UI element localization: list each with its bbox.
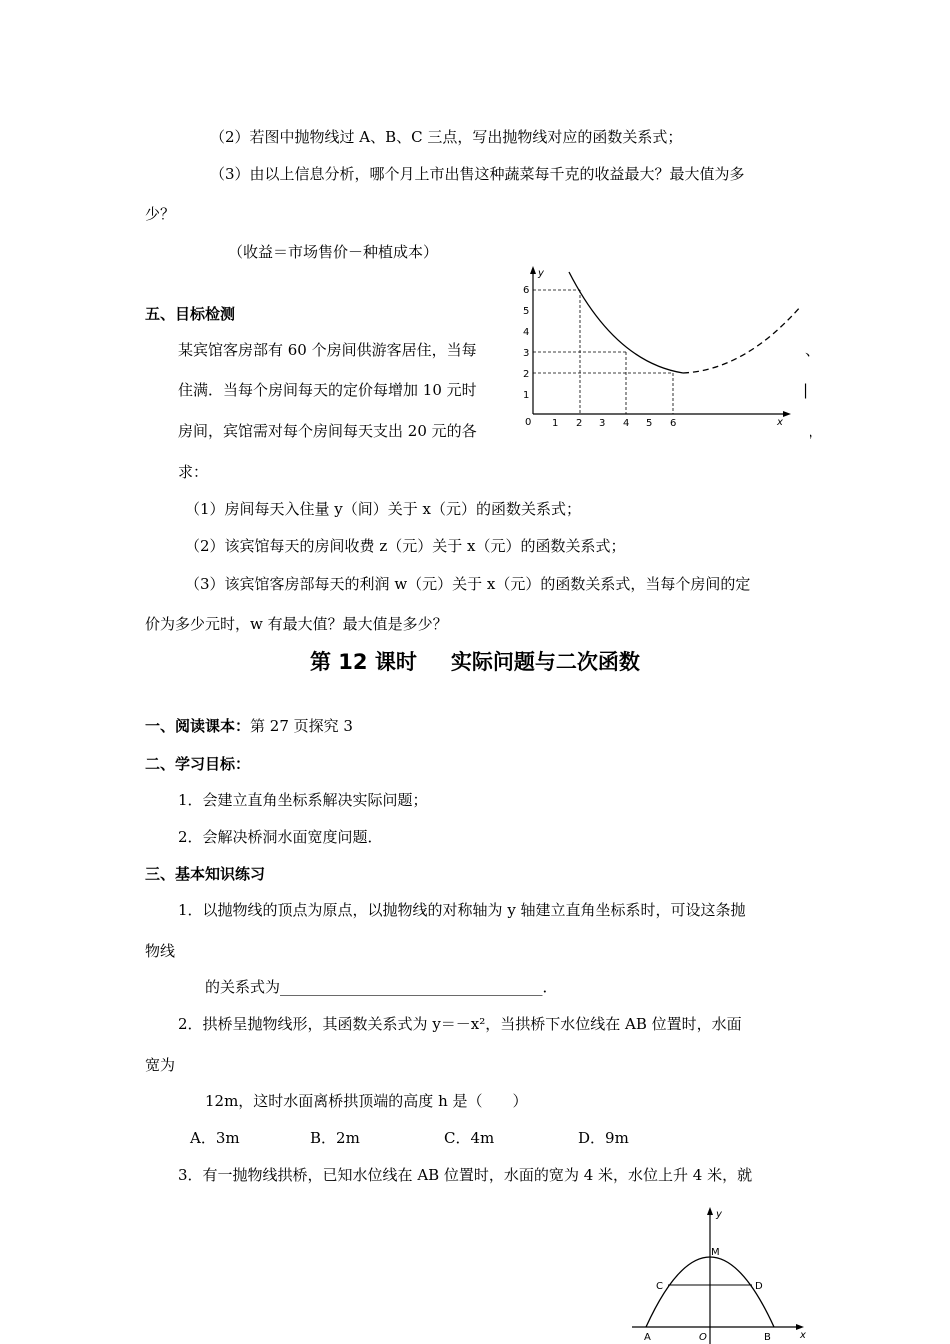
dashed-curve bbox=[683, 306, 801, 373]
exercise-1-line3: 的关系式为___________________________________． bbox=[205, 978, 558, 996]
exercise-1-line2: 物线 bbox=[145, 942, 176, 960]
problem-line2: 住满．当每个房间每天的定价每增加 10 元时 bbox=[178, 381, 477, 399]
question-3-line1: （3）由以上信息分析，哪个月上市出售这种蔬菜每千克的收益最大？最大值为多 bbox=[210, 165, 745, 183]
x-tick-2: 2 bbox=[576, 418, 583, 429]
y-axis-label: y bbox=[538, 268, 544, 279]
origin-label: O bbox=[699, 1332, 707, 1343]
x-ticks bbox=[552, 418, 676, 429]
y-tick-2: 2 bbox=[523, 369, 530, 380]
y-ticks bbox=[523, 285, 529, 401]
lesson-title bbox=[310, 648, 640, 676]
y-axis-label: y bbox=[716, 1209, 722, 1220]
guide-lines bbox=[533, 290, 673, 414]
point-d-label: D bbox=[755, 1281, 763, 1292]
point-m-label: M bbox=[711, 1247, 720, 1258]
x-tick-6: 6 bbox=[670, 418, 677, 429]
problem-line3: 房间，宾馆需对每个房间每天支出 20 元的各 bbox=[178, 422, 477, 440]
exercise-2-line2: 宽为 bbox=[145, 1056, 176, 1074]
point-b-label: B bbox=[764, 1332, 771, 1343]
y-tick-5: 5 bbox=[523, 306, 530, 317]
reading-label: 一、阅读课本： bbox=[145, 717, 251, 735]
exercise-2-line3: 12m，这时水面离桥拱顶端的高度 h 是（ ） bbox=[205, 1092, 528, 1110]
x-tick-5: 5 bbox=[646, 418, 653, 429]
x-tick-1: 1 bbox=[552, 418, 559, 429]
option-c: C．4m bbox=[444, 1129, 495, 1147]
cost-curve-graph bbox=[505, 262, 810, 440]
problem-line4: 求： bbox=[178, 463, 209, 481]
y-axis-arrow bbox=[707, 1207, 713, 1215]
origin-label: 0 bbox=[525, 417, 532, 428]
option-b: B．2m bbox=[310, 1129, 360, 1147]
exercise-3-line1: 3．有一抛物线拱桥，已知水位线在 AB 位置时，水面的宽为 4 米，水位上升 4 米，就 bbox=[178, 1166, 753, 1184]
y-tick-6: 6 bbox=[523, 285, 530, 296]
clipped-comma: ， bbox=[808, 422, 824, 440]
section-5-heading: 五、目标检测 bbox=[145, 305, 236, 323]
profit-note: （收益＝市场售价－种植成本） bbox=[228, 243, 439, 261]
sub-question-1: （1）房间每天入住量 y（间）关于 x（元）的函数关系式； bbox=[185, 500, 582, 518]
sub-question-2: （2）该宾馆每天的房间收费 z（元）关于 x（元）的函数关系式； bbox=[185, 537, 626, 555]
goal-1: 1．会建立直角坐标系解决实际问题； bbox=[178, 791, 428, 809]
x-axis-label: x bbox=[800, 1330, 806, 1341]
options-row bbox=[190, 1128, 629, 1148]
reading-line bbox=[145, 716, 353, 736]
y-tick-3: 3 bbox=[523, 348, 530, 359]
sub-question-3-line2: 价为多少元时，w 有最大值？最大值是多少？ bbox=[145, 615, 448, 633]
practice-heading: 三、基本知识练习 bbox=[145, 865, 266, 883]
clipped-mark-1: 、 bbox=[805, 341, 821, 359]
option-d: D．9m bbox=[578, 1129, 629, 1147]
question-2: （2）若图中抛物线过 A、B、C 三点，写出抛物线对应的函数关系式； bbox=[210, 128, 683, 146]
clipped-mark-2: | bbox=[803, 381, 809, 399]
question-3-line2: 少？ bbox=[145, 205, 176, 223]
reading-value: 第 27 页探究 3 bbox=[250, 717, 353, 735]
x-axis-arrow bbox=[783, 411, 791, 417]
option-a: A．3m bbox=[190, 1129, 240, 1147]
lesson-topic: 实际问题与二次函数 bbox=[450, 650, 640, 674]
exercise-2-line1: 2．拱桥呈抛物线形，其函数关系式为 y＝－x²，当拱桥下水位线在 AB 位置时，水面 bbox=[178, 1015, 742, 1033]
exercise-1-line1: 1．以抛物线的顶点为原点，以抛物线的对称轴为 y 轴建立直角坐标系时，可设这条抛 bbox=[178, 901, 746, 919]
point-c-label: C bbox=[656, 1281, 663, 1292]
lesson-number: 第 12 课时 bbox=[310, 650, 417, 674]
sub-question-3-line1: （3）该宾馆客房部每天的利润 w（元）关于 x（元）的函数关系式，当每个房间的定 bbox=[185, 575, 751, 593]
bridge-arch-graph bbox=[628, 1203, 810, 1344]
y-tick-4: 4 bbox=[523, 327, 530, 338]
goal-2: 2．会解决桥洞水面宽度问题． bbox=[178, 828, 383, 846]
x-axis-label: x bbox=[777, 417, 783, 428]
x-tick-4: 4 bbox=[623, 418, 630, 429]
point-a-label: A bbox=[644, 1332, 651, 1343]
goals-heading: 二、学习目标： bbox=[145, 755, 251, 773]
y-axis-arrow bbox=[530, 266, 536, 274]
x-tick-3: 3 bbox=[599, 418, 606, 429]
y-tick-1: 1 bbox=[523, 390, 530, 401]
problem-line1: 某宾馆客房部有 60 个房间供游客居住，当每 bbox=[178, 341, 477, 359]
